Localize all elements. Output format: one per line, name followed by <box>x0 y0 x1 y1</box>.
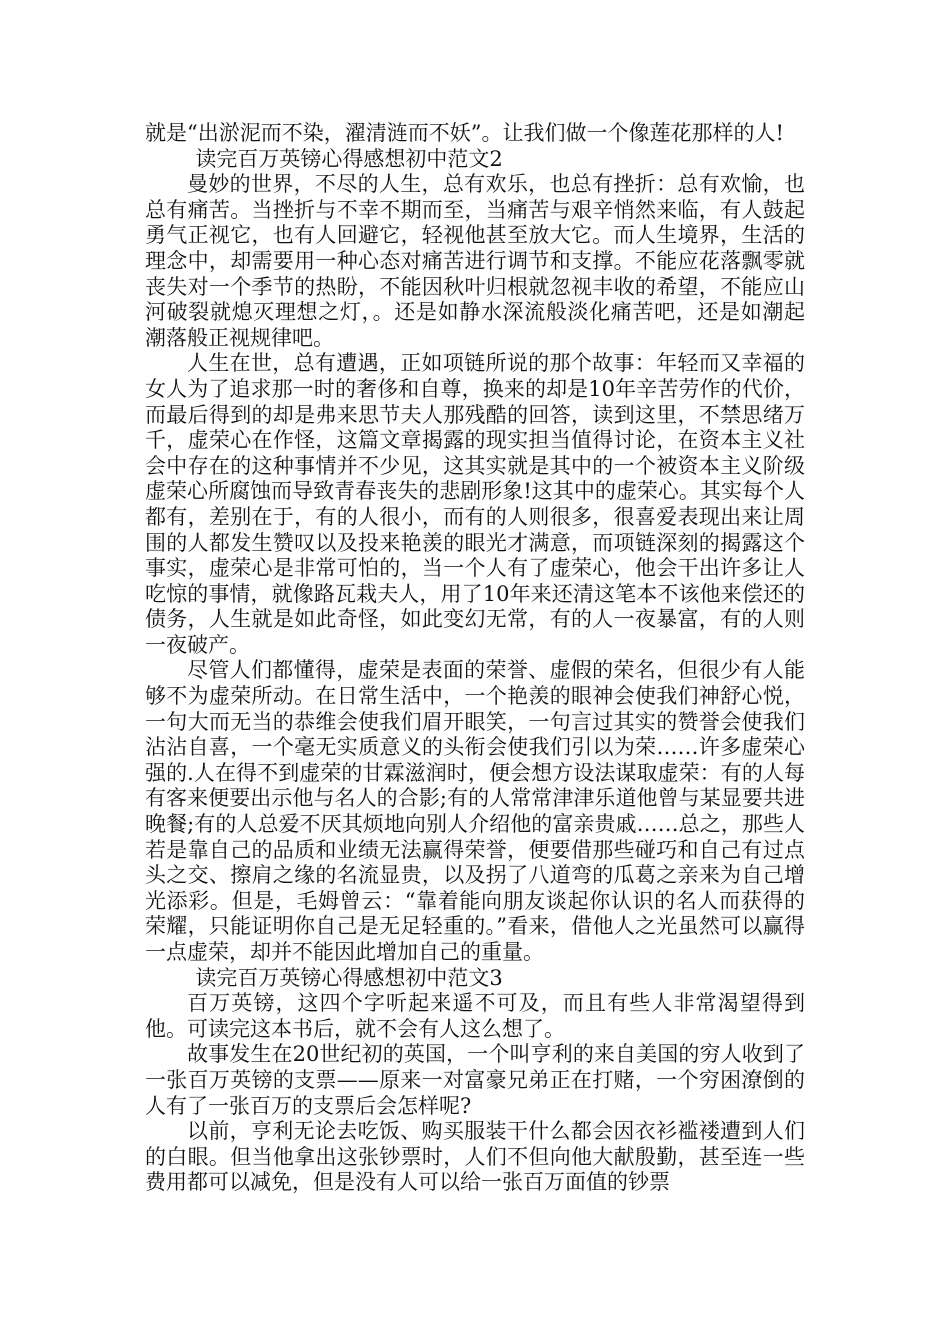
paragraph: 百万英镑，这四个字听起来遥不可及，而且有些人非常渴望得到他。可读完这本书后，就不会有人这么想了。 <box>145 991 805 1041</box>
section-heading-2: 读完百万英镑心得感想初中范文2 <box>195 146 503 171</box>
paragraph: 曼妙的世界，不尽的人生，总有欢乐，也总有挫折：总有欢愉，也总有痛苦。当挫折与不幸不期而至，当痛苦与艰辛悄然来临，有人鼓起勇气正视它，也有人回避它，轻视他甚至放大它。而人生境界，生活的理念中，却需要用一种心态对痛苦进行调节和支撑。不能应花落飘零就丧失对一个季节的热盼，不能因秋叶归根就忽视丰收的希望，不能应山河破裂就熄灭理想之灯，。还是如静水深流般淡化痛苦吧，还是如潮起潮落般正视规律吧。 <box>145 172 805 350</box>
document-body <box>145 121 805 1196</box>
paragraph-continued: 就是“出淤泥而不染，濯清涟而不妖”。让我们做一个像莲花那样的人! <box>145 121 784 145</box>
paragraph: 以前，亨利无论去吃饭、购买服装干什么都会因衣衫褴褛遭到人们的白眼。但当他拿出这张钞票时，人们不但向他大献殷勤，甚至连一些费用都可以减免，但是没有人可以给一张百万面值的钞票 <box>145 1119 805 1195</box>
section-heading-3: 读完百万英镑心得感想初中范文3 <box>195 965 503 990</box>
paragraph: 人生在世，总有遭遇，正如项链所说的那个故事：年轻而又幸福的女人为了追求那一时的奢侈和自尊，换来的却是10年辛苦劳作的代价，而最后得到的却是弗来思节夫人那残酷的回答，读到这里，不禁思绪万千，虚荣心在作怪，这篇文章揭露的现实担当值得讨论，在资本主义社会中存在的这种事情并不少见，这其实就是其中的一个被资本主义阶级虚荣心所腐蚀而导致青春丧失的悲剧形象!这其中的虚荣心。其实每个人都有，差别在于，有的人很小，而有的人则很多，很喜爱表现出来让周围的人都发生赞叹以及投来艳羡的眼光才满意，而项链深刻的揭露这个事实，虚荣心是非常可怕的，当一个人有了虚荣心，他会干出许多让人吃惊的事情，就像路瓦栽夫人，用了10年来还清这笔本不该他来偿还的债务，人生就是如此奇怪，如此变幻无常，有的人一夜暴富，有的人则一夜破产。 <box>145 351 805 657</box>
paragraph: 尽管人们都懂得，虚荣是表面的荣誉、虚假的荣名，但很少有人能够不为虚荣所动。在日常生活中，一个艳羡的眼神会使我们神舒心悦，一句大而无当的恭维会使我们眉开眼笑，一句言过其实的赞誉会使我们沾沾自喜，一个毫无实质意义的头衔会使我们引以为荣……许多虚荣心强的.人在得不到虚荣的甘霖滋润时，便会想方设法谋取虚荣：有的人每有客来便要出示他与名人的合影;有的人常常津津乐道他曾与某显要共进晚餐;有的人总爱不厌其烦地向别人介绍他的富亲贵戚……总之，那些人若是靠自己的品质和业绩无法赢得荣誉，便要借那些碰巧和自己有过点头之交、擦肩之缘的名流显贵，以及拐了八道弯的瓜葛之亲来为自己增光添彩。但是，毛姆曾云：“靠着能向朋友谈起你认识的名人而获得的荣耀，只能证明你自己是无足轻重的。”看来，借他人之光虽然可以赢得一点虚荣，却并不能因此增加自己的重量。 <box>145 658 805 964</box>
paragraph: 故事发生在20世纪初的英国，一个叫亨利的来自美国的穷人收到了一张百万英镑的支票——原来一对富豪兄弟正在打赌，一个穷困潦倒的人有了一张百万的支票后会怎样呢? <box>145 1042 805 1118</box>
